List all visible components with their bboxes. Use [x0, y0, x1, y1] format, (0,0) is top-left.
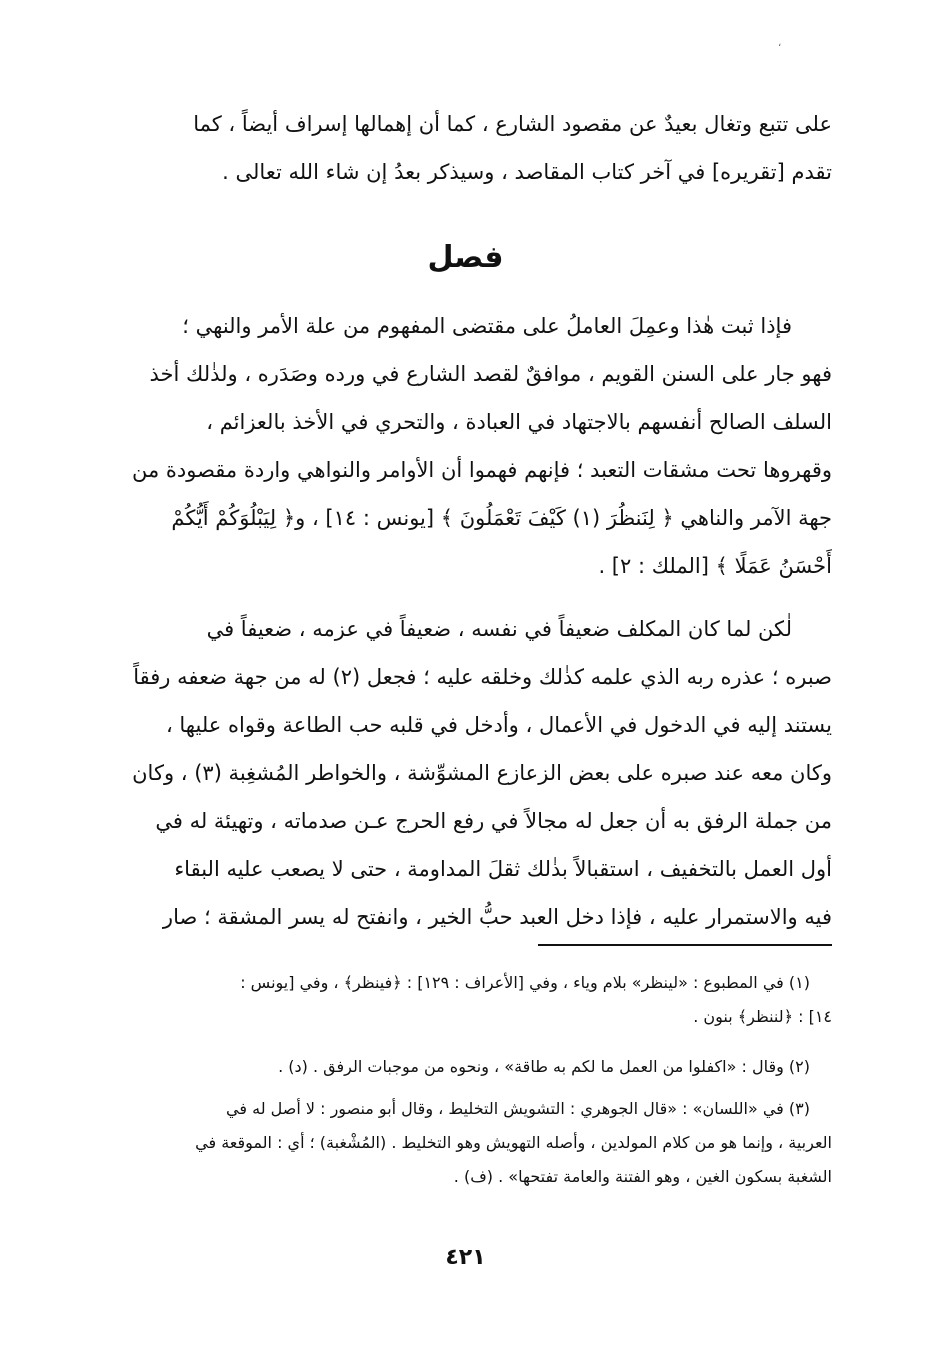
footnote-line: (٣) في «اللسان» : «قال الجوهري : التشويش التخليط ، وقال أبو منصور : لا أصل له في [226, 1099, 810, 1118]
section-heading: فصل [427, 240, 504, 275]
text-line: لٰكن لما كان المكلف ضعيفاً في نفسه ، ضعيفاً في عزمه ، ضعيفاً في [206, 617, 792, 641]
text-line: صبره ؛ عذره ربه الذي علمه كذٰلك وخلقه عليه ؛ فجعل (٢) له من جهة ضعفه رفقاً [133, 665, 832, 689]
footnote-line: الشغبة بسكون الغين ، وهو الفتنة والعامة تفتحها» . (ف) . [453, 1167, 832, 1186]
intro-paragraph [118, 100, 832, 196]
text-line: السلف الصالح أنفسهم بالاجتهاد في العبادة ، والتحري في الأخذ بالعزائم ، [206, 410, 832, 434]
footnote-2 [118, 1050, 832, 1084]
footnote-1 [118, 966, 832, 1034]
text-line: على تتبع وتغال بعيدٌ عن مقصود الشارع ، كما أن إهمالها إسراف أيضاً ، كما [193, 112, 832, 136]
footnote-line: (١) في المطبوع : «لينظر» بلام وياء ، وفي [الأعراف : ١٢٩] : ﴿فينظر﴾ ، وفي [يونس : [240, 973, 810, 992]
paragraph-1 [118, 302, 832, 590]
text-line: وكان معه عند صبره على بعض الزعازع المشوِّشة ، والخواطر المُشغِبة (٣) ، وكان [132, 761, 832, 785]
text-line: من جملة الرفق به أن جعل له مجالاً في رفع الحرج عـن صدماته ، وتهيئة له في [155, 809, 832, 833]
text-line: فيه والاستمرار عليه ، فإذا دخل العبد حبُّ الخير ، وانفتح له يسر المشقة ؛ صار [162, 905, 832, 929]
text-line: أول العمل بالتخفيف ، استقبالاً بذٰلك ثقلَ المداومة ، حتى لا يصعب عليه البقاء [174, 857, 832, 881]
text-line: وقهروها تحت مشقات التعبد ؛ فإنهم فهموا أن الأوامر والنواهي واردة مقصودة من [131, 458, 832, 482]
footnote-3 [118, 1092, 832, 1194]
text-line: تقدم [تقريره] في آخر كتاب المقاصد ، وسيذكر بعدُ إن شاء الله تعالى . [222, 160, 832, 184]
footnote-line: (٢) وقال : «اكفلوا من العمل ما لكم به طاقة» ، ونحوه من موجبات الرفق . (د) . [278, 1057, 810, 1076]
text-line: جهة الآمر والناهي ﴿ لِنَنظُرَ (١) كَيْفَ تَعْمَلُونَ ﴾ [يونس : ١٤] ، و﴿ لِيَبْلُوَكُمْ أَيُّكُمْ [171, 506, 832, 530]
footnote-line: ١٤] : ﴿لننظر﴾ بنون . [693, 1007, 832, 1026]
footnote-line: العربية ، وإنما هو من كلام المولدين ، وأصله التهويش وهو التخليط . (المُشْغبة) ؛ أي : الموقعة في [195, 1133, 832, 1152]
paragraph-2 [118, 605, 832, 941]
text-line: يستند إليه في الدخول في الأعمال ، وأدخل في قلبه حب الطاعة وقواه عليها ، [165, 713, 832, 737]
text-line: فإذا ثبت هٰذا وعمِلَ العاملُ على مقتضى المفهوم من علة الأمر والنهي ؛ [182, 314, 792, 338]
page-number: ٤٢١ [445, 1245, 486, 1270]
scan-mark: ، [778, 38, 782, 49]
footnote-separator [538, 944, 832, 946]
text-line: أَحْسَنُ عَمَلًا ﴾ [الملك : ٢] . [598, 554, 832, 578]
text-line: فهو جار على السنن القويم ، موافقٌ لقصد الشارع في ورده وصَدَره ، ولذٰلك أخذ [149, 362, 832, 386]
